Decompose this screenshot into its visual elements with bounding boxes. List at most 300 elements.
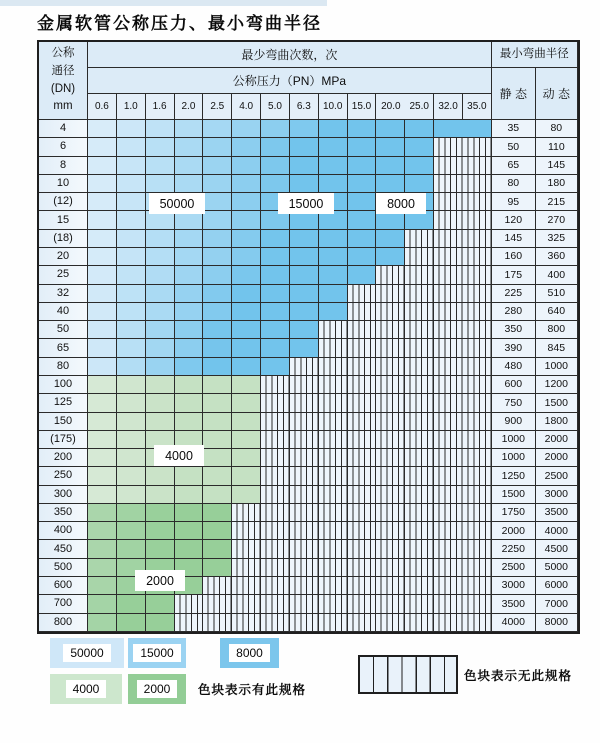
pressure-value-header: 4.0 [232, 94, 261, 120]
spec-available-cell [175, 339, 204, 357]
spec-available-cell [261, 358, 290, 376]
no-spec-cell [376, 504, 405, 522]
pressure-value-header: 32.0 [434, 94, 463, 120]
spec-available-cell [117, 248, 146, 266]
spec-available-cell [175, 138, 204, 156]
dynamic-radius-cell: 400 [536, 266, 578, 284]
spec-available-cell [88, 522, 117, 540]
spec-available-cell [146, 358, 175, 376]
legend-swatch-value: 4000 [66, 680, 107, 698]
spec-available-cell [203, 467, 232, 485]
no-spec-cell [376, 394, 405, 412]
no-spec-cell [434, 321, 463, 339]
spec-available-cell [88, 540, 117, 558]
spec-available-cell [146, 467, 175, 485]
spec-available-cell [232, 339, 261, 357]
no-spec-cell [463, 248, 492, 266]
no-spec-cell [376, 595, 405, 613]
no-spec-cell [203, 614, 232, 632]
no-spec-cell [463, 540, 492, 558]
spec-available-cell [146, 339, 175, 357]
legend-swatch [50, 638, 124, 668]
spec-available-cell [146, 449, 175, 467]
spec-available-cell [290, 303, 319, 321]
spec-available-cell [175, 157, 204, 175]
spec-available-cell [175, 431, 204, 449]
spec-available-cell [290, 266, 319, 284]
dn-header-line: 公称 [51, 47, 75, 60]
dn-cell: 80 [39, 358, 88, 376]
spec-available-cell [203, 431, 232, 449]
no-spec-cell [405, 467, 434, 485]
no-spec-cell [290, 358, 319, 376]
no-spec-cell [290, 394, 319, 412]
spec-available-cell [376, 230, 405, 248]
no-spec-cell [232, 540, 261, 558]
spec-available-cell [117, 211, 146, 229]
spec-available-cell [232, 486, 261, 504]
no-spec-cell [463, 522, 492, 540]
spec-available-cell [232, 285, 261, 303]
no-spec-cell [434, 193, 463, 211]
spec-available-cell [88, 486, 117, 504]
spec-available-cell [405, 138, 434, 156]
spec-available-cell [146, 540, 175, 558]
no-spec-cell [463, 595, 492, 613]
spec-available-cell [117, 266, 146, 284]
no-spec-cell [290, 595, 319, 613]
no-spec-cell [290, 376, 319, 394]
no-spec-cell [348, 486, 377, 504]
no-spec-cell [376, 449, 405, 467]
spec-available-cell [117, 504, 146, 522]
spec-available-cell [376, 193, 405, 211]
spec-available-cell [146, 394, 175, 412]
no-spec-cell [405, 504, 434, 522]
no-spec-cell [290, 522, 319, 540]
spec-available-cell [117, 559, 146, 577]
no-spec-cell [405, 559, 434, 577]
no-spec-cell [434, 449, 463, 467]
no-spec-cell [405, 248, 434, 266]
legend-swatch-value: 8000 [229, 644, 270, 662]
no-spec-cell [232, 559, 261, 577]
no-spec-cell [463, 175, 492, 193]
min-bend-radius-header: 最小弯曲半径 [492, 42, 578, 68]
spec-available-cell [146, 211, 175, 229]
spec-available-cell [117, 285, 146, 303]
no-spec-cell [348, 504, 377, 522]
spec-available-cell [146, 303, 175, 321]
cycles-label: 4000 [154, 445, 204, 466]
spec-available-cell [232, 467, 261, 485]
dynamic-radius-cell: 8000 [536, 614, 578, 632]
no-spec-cell [348, 376, 377, 394]
spec-available-cell [203, 230, 232, 248]
dn-cell: 65 [39, 339, 88, 357]
spec-available-cell [175, 504, 204, 522]
no-spec-cell [463, 376, 492, 394]
dynamic-radius-cell: 4000 [536, 522, 578, 540]
spec-available-cell [319, 193, 348, 211]
spec-available-cell [175, 467, 204, 485]
dn-cell: 8 [39, 157, 88, 175]
spec-available-cell [117, 175, 146, 193]
no-spec-cell [463, 577, 492, 595]
spec-available-cell [146, 138, 175, 156]
spec-available-cell [88, 358, 117, 376]
no-spec-cell [405, 285, 434, 303]
spec-available-cell [203, 248, 232, 266]
spec-available-cell [175, 449, 204, 467]
spec-available-cell [146, 577, 175, 595]
spec-available-cell [88, 266, 117, 284]
legend-swatch [220, 638, 279, 668]
spec-available-cell [203, 303, 232, 321]
no-spec-cell [348, 303, 377, 321]
spec-available-cell [146, 175, 175, 193]
dn-cell: 125 [39, 394, 88, 412]
spec-available-cell [117, 230, 146, 248]
spec-available-cell [175, 394, 204, 412]
dn-cell: 100 [39, 376, 88, 394]
dynamic-radius-cell: 110 [536, 138, 578, 156]
spec-available-cell [348, 230, 377, 248]
spec-available-cell [405, 175, 434, 193]
spec-available-cell [261, 321, 290, 339]
no-spec-cell [434, 285, 463, 303]
no-spec-cell [405, 577, 434, 595]
no-spec-cell [463, 193, 492, 211]
no-spec-cell [463, 358, 492, 376]
spec-available-cell [117, 614, 146, 632]
dn-cell: 6 [39, 138, 88, 156]
no-spec-cell [319, 467, 348, 485]
dynamic-radius-cell: 1800 [536, 413, 578, 431]
legend-swatch-value: 15000 [133, 644, 180, 662]
spec-available-cell [117, 522, 146, 540]
spec-available-cell [88, 413, 117, 431]
no-spec-cell [348, 431, 377, 449]
spec-available-cell [319, 303, 348, 321]
spec-available-cell [319, 285, 348, 303]
no-spec-cell [463, 614, 492, 632]
no-spec-cell [319, 376, 348, 394]
dynamic-radius-cell: 2000 [536, 431, 578, 449]
static-radius-cell: 225 [492, 285, 536, 303]
spec-available-cell [88, 467, 117, 485]
spec-available-cell [146, 595, 175, 613]
no-spec-cell [261, 376, 290, 394]
spec-available-cell [88, 559, 117, 577]
no-spec-cell [319, 394, 348, 412]
spec-available-cell [203, 540, 232, 558]
spec-available-cell [146, 413, 175, 431]
spec-available-cell [88, 303, 117, 321]
no-spec-cell [319, 540, 348, 558]
spec-available-cell [290, 193, 319, 211]
dynamic-radius-cell: 180 [536, 175, 578, 193]
no-spec-cell [376, 266, 405, 284]
no-spec-cell [434, 339, 463, 357]
spec-available-cell [319, 266, 348, 284]
no-spec-cell [463, 138, 492, 156]
spec-available-cell [175, 559, 204, 577]
no-spec-cell [434, 413, 463, 431]
dn-cell: 700 [39, 595, 88, 613]
no-spec-cell [463, 285, 492, 303]
spec-available-cell [203, 339, 232, 357]
dn-cell: 450 [39, 540, 88, 558]
no-spec-cell [434, 230, 463, 248]
spec-available-cell [175, 358, 204, 376]
spec-available-cell [146, 248, 175, 266]
spec-available-cell [203, 376, 232, 394]
dynamic-radius-cell: 4500 [536, 540, 578, 558]
dn-cell: 400 [39, 522, 88, 540]
no-spec-cell [348, 413, 377, 431]
dn-cell: 200 [39, 449, 88, 467]
spec-available-cell [261, 193, 290, 211]
no-spec-cell [261, 467, 290, 485]
cycles-label: 2000 [135, 570, 185, 591]
no-spec-cell [434, 540, 463, 558]
spec-available-cell [348, 138, 377, 156]
static-radius-cell: 50 [492, 138, 536, 156]
spec-available-cell [290, 248, 319, 266]
spec-available-cell [203, 394, 232, 412]
static-radius-cell: 3500 [492, 595, 536, 613]
spec-available-cell [88, 248, 117, 266]
static-radius-cell: 3000 [492, 577, 536, 595]
dynamic-radius-cell: 215 [536, 193, 578, 211]
dn-cell: 15 [39, 211, 88, 229]
spec-available-cell [319, 138, 348, 156]
no-spec-cell [434, 376, 463, 394]
dn-cell: 600 [39, 577, 88, 595]
spec-available-cell [376, 138, 405, 156]
no-spec-cell [376, 303, 405, 321]
spec-available-cell [117, 413, 146, 431]
no-spec-cell [290, 467, 319, 485]
spec-available-cell [175, 175, 204, 193]
static-radius-cell: 390 [492, 339, 536, 357]
spec-available-cell [261, 138, 290, 156]
static-radius-cell: 900 [492, 413, 536, 431]
no-spec-cell [434, 266, 463, 284]
static-radius-cell: 600 [492, 376, 536, 394]
pressure-value-header: 0.6 [88, 94, 117, 120]
static-radius-cell: 1000 [492, 431, 536, 449]
no-spec-cell [319, 577, 348, 595]
spec-available-cell [290, 157, 319, 175]
dn-cell: 350 [39, 504, 88, 522]
dynamic-radius-cell: 640 [536, 303, 578, 321]
spec-available-cell [348, 211, 377, 229]
pressure-value-header: 10.0 [319, 94, 348, 120]
spec-available-cell [232, 193, 261, 211]
spec-available-cell [203, 193, 232, 211]
spec-available-cell [146, 431, 175, 449]
static-radius-cell: 750 [492, 394, 536, 412]
spec-available-cell [203, 285, 232, 303]
no-spec-cell [434, 577, 463, 595]
no-spec-cell [290, 614, 319, 632]
static-radius-cell: 4000 [492, 614, 536, 632]
dn-cell: 50 [39, 321, 88, 339]
no-spec-cell [175, 595, 204, 613]
dn-cell: (175) [39, 431, 88, 449]
static-radius-cell: 2250 [492, 540, 536, 558]
no-spec-cell [319, 504, 348, 522]
no-spec-cell [463, 303, 492, 321]
no-spec-cell [348, 595, 377, 613]
static-radius-cell: 1750 [492, 504, 536, 522]
dn-cell: 800 [39, 614, 88, 632]
no-spec-cell [319, 614, 348, 632]
dynamic-radius-cell: 360 [536, 248, 578, 266]
no-spec-cell [261, 559, 290, 577]
spec-available-cell [88, 175, 117, 193]
no-spec-cell [348, 614, 377, 632]
no-spec-cell [376, 614, 405, 632]
no-spec-cell [261, 522, 290, 540]
static-radius-cell: 65 [492, 157, 536, 175]
spec-available-cell [203, 266, 232, 284]
no-spec-cell [463, 449, 492, 467]
no-spec-cell [376, 358, 405, 376]
no-spec-cell [376, 321, 405, 339]
no-spec-cell [434, 614, 463, 632]
static-radius-cell: 1250 [492, 467, 536, 485]
spec-available-cell [146, 614, 175, 632]
no-spec-cell [434, 394, 463, 412]
dn-cell: 500 [39, 559, 88, 577]
spec-available-cell [261, 120, 290, 138]
spec-available-cell [88, 431, 117, 449]
spec-available-cell [146, 376, 175, 394]
dynamic-radius-cell: 2000 [536, 449, 578, 467]
spec-available-cell [117, 577, 146, 595]
spec-available-cell [146, 559, 175, 577]
spec-available-cell [88, 577, 117, 595]
legend-no-spec-text: 色块表示无此规格 [464, 668, 573, 683]
no-spec-cell [348, 522, 377, 540]
spec-available-cell [232, 303, 261, 321]
no-spec-cell [463, 486, 492, 504]
spec-available-cell [348, 193, 377, 211]
no-spec-cell [261, 486, 290, 504]
dynamic-radius-cell: 845 [536, 339, 578, 357]
dn-cell: (12) [39, 193, 88, 211]
pressure-value-header: 35.0 [463, 94, 492, 120]
no-spec-cell [376, 339, 405, 357]
spec-available-cell [203, 157, 232, 175]
spec-available-cell [376, 157, 405, 175]
spec-available-cell [88, 193, 117, 211]
spec-available-cell [232, 120, 261, 138]
spec-available-cell [117, 157, 146, 175]
spec-available-cell [290, 230, 319, 248]
spec-available-cell [203, 175, 232, 193]
spec-available-cell [405, 193, 434, 211]
no-spec-cell [376, 486, 405, 504]
spec-available-cell [88, 321, 117, 339]
no-spec-cell [232, 522, 261, 540]
dn-cell: 25 [39, 266, 88, 284]
spec-available-cell [203, 120, 232, 138]
static-radius-cell: 480 [492, 358, 536, 376]
spec-available-cell [117, 486, 146, 504]
no-spec-cell [290, 431, 319, 449]
no-spec-cell [434, 486, 463, 504]
no-spec-cell [232, 614, 261, 632]
spec-available-cell [261, 248, 290, 266]
no-spec-cell [290, 577, 319, 595]
spec-available-cell [232, 175, 261, 193]
spec-available-cell [88, 230, 117, 248]
no-spec-cell [463, 157, 492, 175]
static-radius-cell: 160 [492, 248, 536, 266]
spec-available-cell [261, 339, 290, 357]
no-spec-cell [376, 540, 405, 558]
spec-available-cell [175, 486, 204, 504]
no-spec-cell [376, 376, 405, 394]
spec-available-cell [376, 175, 405, 193]
no-spec-cell [175, 614, 204, 632]
no-spec-cell [405, 595, 434, 613]
spec-available-cell [117, 339, 146, 357]
no-spec-cell [319, 358, 348, 376]
spec-available-cell [117, 321, 146, 339]
spec-available-cell [290, 138, 319, 156]
spec-available-cell [261, 303, 290, 321]
spec-available-cell [232, 248, 261, 266]
no-spec-cell [261, 595, 290, 613]
pressure-value-header: 25.0 [405, 94, 434, 120]
spec-available-cell [146, 486, 175, 504]
dn-header-line: mm [53, 100, 73, 113]
no-spec-cell [319, 321, 348, 339]
no-spec-cell [463, 211, 492, 229]
no-spec-cell [261, 614, 290, 632]
dynamic-radius-cell: 7000 [536, 595, 578, 613]
spec-available-cell [319, 175, 348, 193]
spec-available-cell [88, 339, 117, 357]
legend-swatch [128, 638, 186, 668]
legend-swatch [50, 674, 122, 704]
no-spec-cell [405, 266, 434, 284]
dn-cell: 20 [39, 248, 88, 266]
static-radius-cell: 35 [492, 120, 536, 138]
spec-available-cell [261, 157, 290, 175]
spec-available-cell [203, 211, 232, 229]
spec-available-cell [88, 504, 117, 522]
pressure-value-header: 5.0 [261, 94, 290, 120]
spec-available-cell [203, 559, 232, 577]
spec-available-cell [348, 120, 377, 138]
spec-available-cell [290, 339, 319, 357]
hose-spec-table [37, 40, 580, 634]
spec-available-cell [175, 193, 204, 211]
pressure-value-header: 2.0 [175, 94, 204, 120]
pressure-value-header: 6.3 [290, 94, 319, 120]
dynamic-radius-cell: 1000 [536, 358, 578, 376]
dynamic-radius-cell: 510 [536, 285, 578, 303]
spec-available-cell [203, 321, 232, 339]
dynamic-radius-cell: 2500 [536, 467, 578, 485]
spec-available-cell [175, 248, 204, 266]
